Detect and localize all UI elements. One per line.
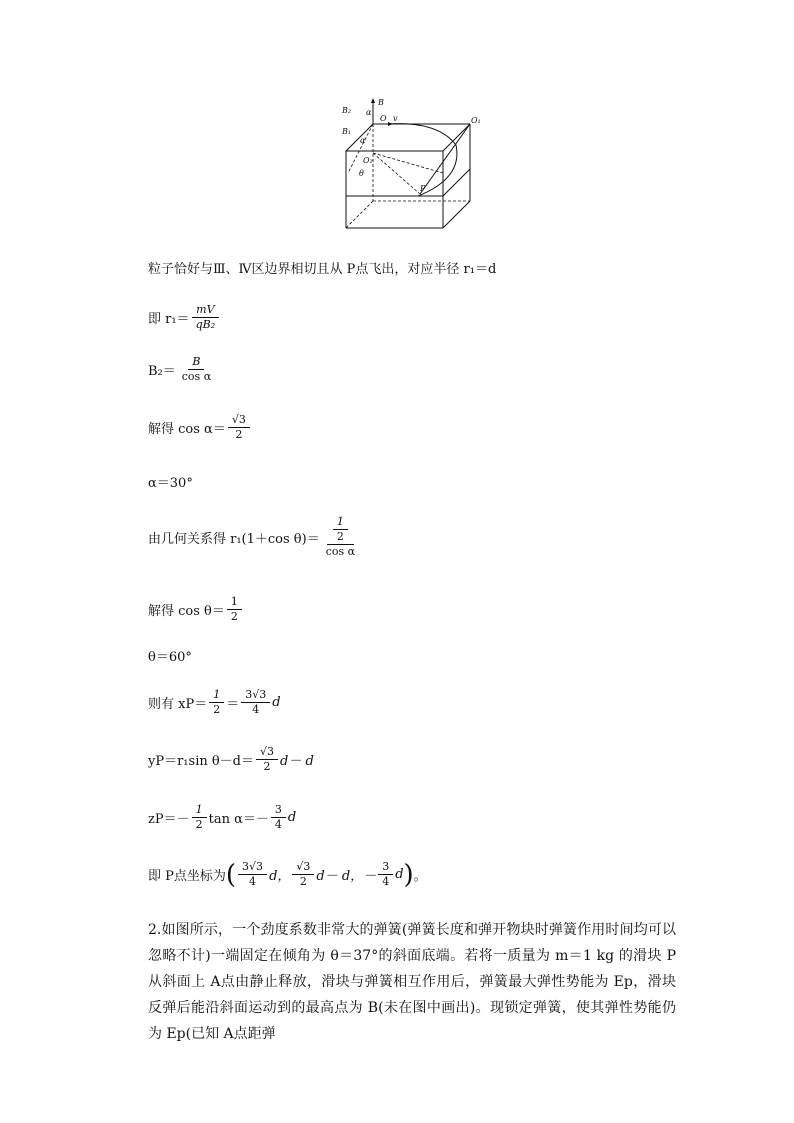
fraction: $\frac{3}{4}$: [378, 860, 393, 889]
equation-alpha: [148, 472, 193, 491]
eq-prefix: 则有 xP＝: [148, 697, 208, 712]
text-line-1: [148, 258, 496, 277]
fraction: $\frac{3√3}{4}$: [241, 688, 270, 717]
theta-value: θ＝60°: [148, 650, 192, 665]
label-O2: O₂: [363, 156, 373, 165]
label-v: v: [393, 114, 398, 123]
alpha-value: α＝30°: [148, 476, 193, 491]
label-O1: O₁: [471, 116, 481, 125]
equation-r1: [148, 303, 221, 332]
equation-yP: [148, 745, 314, 774]
box-trajectory-diagram: [338, 93, 488, 233]
equation-P-coordinates: [148, 860, 427, 889]
fraction: $\frac{mV}{\text{qB₂}}$: [192, 303, 220, 332]
eq-prefix: 即 P点坐标为: [148, 869, 226, 884]
coord-y-suffix: d－ d，－: [316, 869, 377, 884]
eq-prefix: zP＝－: [148, 812, 190, 827]
fraction: $\frac{1}{2}$: [209, 688, 224, 717]
eq-prefix: 解得 cos α＝: [148, 422, 226, 437]
fraction: $\frac{3√3}{4}$: [238, 860, 267, 889]
label-B: B: [378, 98, 384, 107]
equation-cos-alpha: [148, 413, 252, 442]
label-P: P: [420, 184, 426, 193]
equation-xP: [148, 688, 281, 717]
eq-suffix: d: [287, 810, 297, 825]
fraction: $\frac{1}{2}$: [227, 595, 242, 624]
equation-theta: [148, 646, 192, 665]
eq-prefix: B₂＝: [148, 364, 176, 379]
eq-prefix: 解得 cos θ＝: [148, 604, 225, 619]
label-O: O: [380, 114, 387, 123]
label-alpha: α: [366, 108, 372, 117]
eq-prefix: 由几何关系得 r₁(1＋cos θ)＝: [148, 531, 320, 547]
equation-zP: [148, 803, 296, 832]
left-paren: (: [225, 859, 237, 890]
eq-suffix: d: [272, 695, 281, 710]
fraction: $\frac{B}{\text{cos α}}$: [181, 355, 212, 383]
equation-cos-theta: [148, 595, 244, 624]
coord-x-suffix: d，: [269, 869, 291, 884]
label-alpha-2: α: [360, 136, 366, 145]
eq-prefix: yP＝r₁sin θ－d＝: [148, 754, 254, 769]
fraction: $\frac{√3}{2}$: [256, 745, 278, 774]
fraction: $\frac{1}{2}$: [192, 803, 207, 832]
fraction: $\frac{√3}{2}$: [292, 860, 314, 889]
problem-2-text: [148, 917, 676, 1047]
eq-prefix: 即 r₁＝: [148, 312, 190, 327]
problem-2-body: 2.如图所示，一个劲度系数非常大的弹簧(弹簧长度和弹开物块时弹簧作用时间均可以忽略不计)一端固定在倾角为 θ＝37°的斜面底端。若将一质量为 m＝1 kg 的滑块 P 从斜面上 A点由静止释放，滑块与弹簧相互作用后，弹簧最大弹性势能为 Ep，滑块反弹后能沿斜面运动到的最高点为 B(未在图中画出)。现锁定弹簧，使其弹性势能仍为 Ep(已知 A点距弹: [148, 922, 676, 1042]
label-B2: B₂: [342, 106, 352, 115]
coord-z-suffix: d: [395, 867, 404, 882]
tangent-statement: 粒子恰好与Ⅲ、Ⅳ区边界相切且从 P点飞出，对应半径 r₁＝d: [148, 262, 497, 277]
right-paren: ): [403, 859, 414, 890]
label-B1: B₁: [342, 127, 352, 136]
eq-mid: tan α＝－: [208, 812, 269, 827]
fraction: $\frac{3}{4}$: [271, 803, 286, 832]
compound-fraction: $\frac{\frac{1}{2}}{\text{cos α}}$: [325, 515, 356, 558]
label-theta: θ: [359, 169, 364, 178]
period: 。: [413, 869, 427, 884]
eq-suffix: d－ d: [280, 754, 314, 769]
fraction: $\frac{√3}{2}$: [228, 413, 250, 442]
equation-geometry: [148, 515, 361, 559]
equation-B2: [148, 355, 217, 384]
equals: ＝: [226, 697, 240, 712]
